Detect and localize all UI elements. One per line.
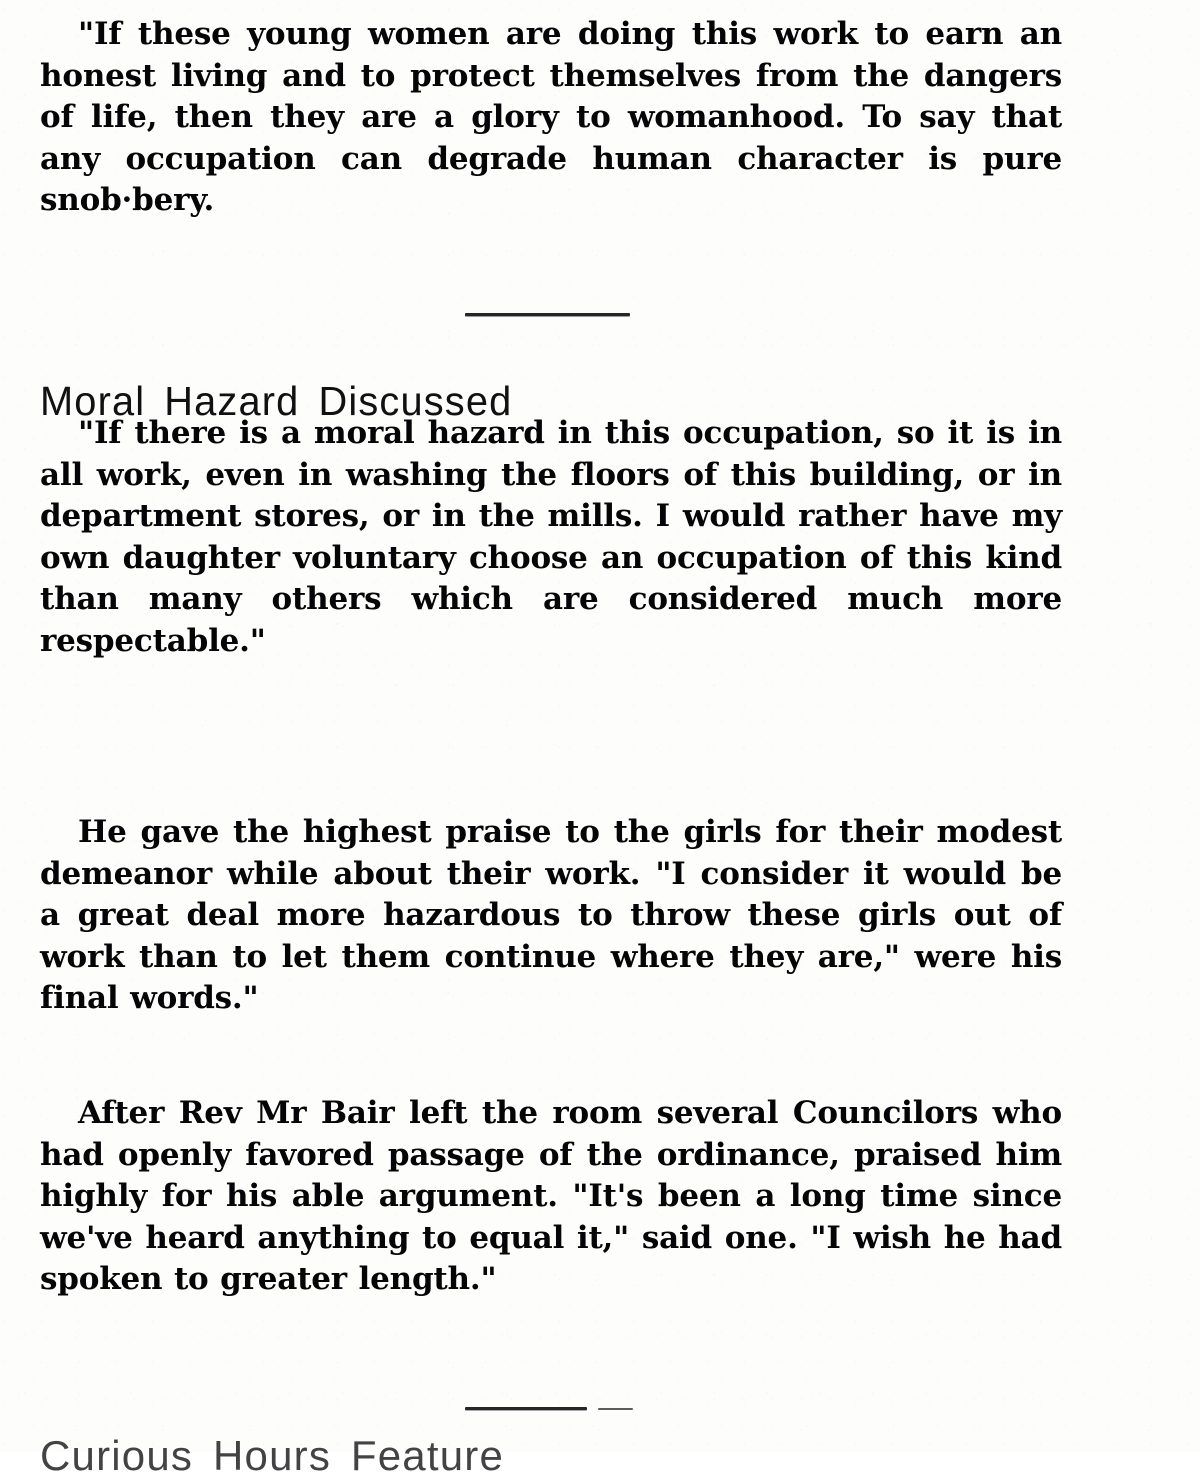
paragraph-moral-hazard xyxy=(40,413,1062,662)
paragraph-text: He gave the highest praise to the girls for their modest demeanor while about their work. "I consider it would be a great deal more hazardous to throw these girls out of work than to let them continue where they are," were his final words." xyxy=(40,814,1062,1016)
section-divider-bottom xyxy=(40,1404,1062,1414)
subheadline: Moral Hazard Discussed xyxy=(40,378,513,425)
divider-rule-segment xyxy=(465,313,630,316)
divider-rule-segment xyxy=(465,1407,587,1410)
section-divider-top xyxy=(40,310,1062,320)
paragraph-opening xyxy=(40,14,1062,222)
paragraph-text: After Rev Mr Bair left the room several Councilors who had openly favored passage of the ordinance, praised him highly for his able argument. "It's been a long time since we've heard anything to equal it," said one. "I wish he had spoken to greater length." xyxy=(40,1095,1062,1297)
paragraph-text: "If these young women are doing this work to earn an honest living and to protect themselves from the dangers of life, then they are a glory to womanhood. To say that any occupation can degrade human character is pure snob·bery. xyxy=(40,16,1062,218)
paragraph-after-departure xyxy=(40,1093,1062,1301)
paragraph-text: "If there is a moral hazard in this occupation, so it is in all work, even in washing the floors of this building, or in department stores, or in the mills. I would rather have my own daughter voluntary choose an occupation of this kind than many others which are considered much more respectable." xyxy=(40,415,1062,659)
next-headline-cropped xyxy=(40,1432,1062,1479)
divider-rule-segment xyxy=(598,1408,633,1410)
next-headline-text: Curious Hours Feature xyxy=(40,1432,505,1479)
paragraph-praise xyxy=(40,812,1062,1020)
